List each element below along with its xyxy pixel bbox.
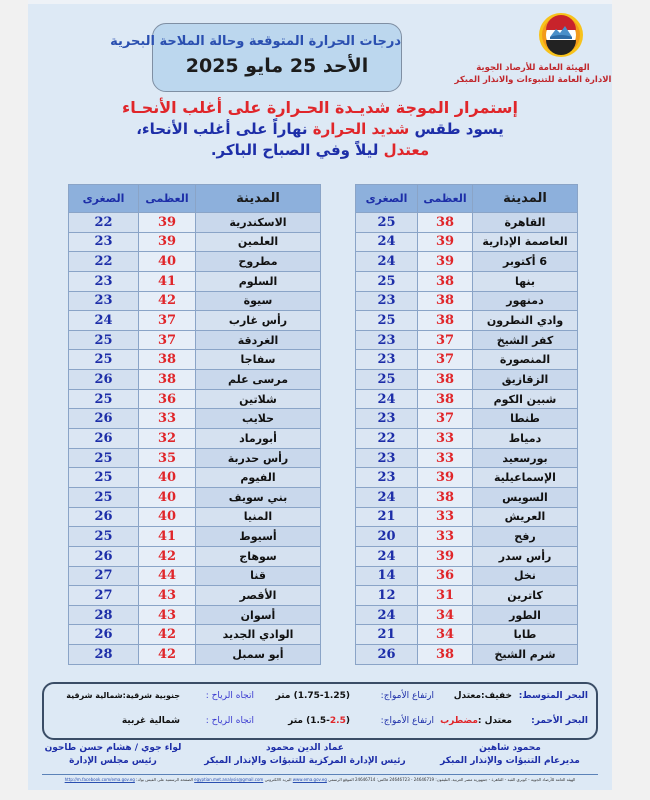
city-name: العاصمة الإدارية — [473, 232, 578, 252]
signatures — [28, 742, 612, 772]
signature-title: مديرعام التنبؤات والإنذار المبكر — [440, 756, 580, 766]
city-name: رأس غارب — [196, 311, 321, 331]
min-temp: 26 — [69, 507, 139, 527]
min-temp: 21 — [356, 507, 418, 527]
min-temp: 26 — [69, 625, 139, 645]
table-row — [69, 487, 321, 507]
sea-state-box — [42, 682, 598, 740]
wave-unit: ) متر — [288, 716, 311, 726]
table-row — [69, 252, 321, 272]
city-name: الأقصر — [196, 586, 321, 606]
max-temp: 38 — [139, 350, 196, 370]
max-temp: 31 — [418, 586, 473, 606]
city-name: الفيوم — [196, 468, 321, 488]
city-name: السلوم — [196, 271, 321, 291]
max-temp: 42 — [139, 546, 196, 566]
max-temp: 37 — [139, 311, 196, 331]
table-row — [69, 389, 321, 409]
sea-label: البحر المتوسط: — [518, 691, 588, 701]
signature-title: رئيس مجلس الإدارة — [69, 756, 157, 766]
max-temp: 35 — [139, 448, 196, 468]
city-name: مطروح — [196, 252, 321, 272]
city-name: العريش — [473, 507, 578, 527]
org-line-2: الادارة العامة للتنبوءات والانذار المبكر — [454, 75, 612, 85]
min-temp: 25 — [69, 330, 139, 350]
max-temp: 42 — [139, 625, 196, 645]
org-line-1: الهيئة العامة للأرصاد الجوية — [476, 63, 590, 73]
ema-logo-icon — [538, 12, 584, 58]
email-link[interactable]: egyptian.met.analysis@gmail.com — [194, 777, 264, 782]
table-row — [356, 370, 578, 390]
city-name: قنا — [196, 566, 321, 586]
table-row — [69, 350, 321, 370]
column-header-city: المدينة — [473, 185, 578, 213]
min-temp: 25 — [69, 527, 139, 547]
temperature-table-left — [68, 184, 321, 665]
signature-name: عماد الدين محمود — [266, 743, 344, 753]
max-temp: 38 — [418, 370, 473, 390]
min-temp: 27 — [69, 566, 139, 586]
max-temp: 40 — [139, 487, 196, 507]
min-temp: 26 — [69, 546, 139, 566]
signature-chairman — [38, 742, 188, 768]
city-name: مرسى علم — [196, 370, 321, 390]
city-name: أبورماد — [196, 429, 321, 449]
table-row — [356, 252, 578, 272]
sea-label: البحر الأحمر: — [531, 716, 588, 726]
table-row — [356, 487, 578, 507]
min-temp: 25 — [356, 213, 418, 233]
min-temp: 26 — [69, 409, 139, 429]
min-temp: 22 — [356, 429, 418, 449]
table-row — [69, 507, 321, 527]
table-row — [69, 625, 321, 645]
min-temp: 24 — [356, 605, 418, 625]
table-body — [356, 213, 578, 665]
wave-label: ارتفاع الأمواج: — [380, 716, 434, 726]
city-name: 6 أكتوبر — [473, 252, 578, 272]
table-row — [356, 429, 578, 449]
min-temp: 23 — [356, 291, 418, 311]
city-name: كفر الشيخ — [473, 330, 578, 350]
table-row — [356, 330, 578, 350]
max-temp: 39 — [418, 252, 473, 272]
signature-title: رئيس الإدارة المركزية للتنبؤات والإنذار المبكر — [204, 756, 406, 766]
signature-name: محمود شاهين — [479, 743, 541, 753]
max-temp: 39 — [418, 546, 473, 566]
max-temp: 32 — [139, 429, 196, 449]
email-label: البريد الالكتروني — [264, 777, 292, 782]
city-name: العلمين — [196, 232, 321, 252]
top-strip — [28, 0, 612, 4]
city-name: رأس سدر — [473, 546, 578, 566]
min-temp: 28 — [69, 645, 139, 665]
table-row — [356, 448, 578, 468]
max-temp: 42 — [139, 645, 196, 665]
footer-contact — [34, 777, 606, 783]
signature-name: لواء جوي / هشام حسن طاحون — [44, 743, 182, 753]
city-name: الإسماعيلية — [473, 468, 578, 488]
max-temp: 40 — [139, 468, 196, 488]
bulletin-title: درجات الحرارة المتوقعة وحالة الملاحة البحرية — [110, 34, 401, 49]
min-temp: 20 — [356, 527, 418, 547]
city-name: الزقازيق — [473, 370, 578, 390]
max-temp: 37 — [418, 409, 473, 429]
wind-label: اتجاه الرياح : — [205, 691, 254, 701]
city-name: الطور — [473, 605, 578, 625]
signature-central-admin — [194, 742, 416, 768]
table-row — [69, 448, 321, 468]
min-temp: 26 — [69, 429, 139, 449]
city-name: رفح — [473, 527, 578, 547]
max-temp: 39 — [418, 232, 473, 252]
table-row — [69, 409, 321, 429]
headline-highlight: شديد الحرارة — [312, 120, 410, 138]
sea-state-normal: معتدل : — [477, 716, 512, 726]
city-name: طابا — [473, 625, 578, 645]
headline-highlight: معتدل — [383, 141, 430, 159]
city-name: طنطا — [473, 409, 578, 429]
min-temp: 24 — [356, 252, 418, 272]
city-name: سيوة — [196, 291, 321, 311]
max-temp: 38 — [418, 389, 473, 409]
min-temp: 23 — [69, 271, 139, 291]
wave-height — [256, 716, 350, 726]
city-name: بورسعيد — [473, 448, 578, 468]
min-temp: 27 — [69, 586, 139, 606]
headline-text: يسود طقس — [409, 120, 504, 138]
headline-line-2 — [28, 119, 612, 140]
city-name: دمنهور — [473, 291, 578, 311]
table-row — [356, 350, 578, 370]
table-row — [356, 527, 578, 547]
table-row — [69, 213, 321, 233]
min-temp: 23 — [356, 468, 418, 488]
footer-address: الهيئة العامة للأرصاد الجوية - كوبري القبة - القاهرة - جمهورية مصر العربية. التليفون: 24646719 - 24646723 فاكس: 24646714 الموقع الرسمي — [328, 777, 576, 782]
table-row — [356, 546, 578, 566]
max-temp: 38 — [418, 311, 473, 331]
headline-text: ليلاً وفي الصباح الباكر. — [210, 141, 384, 159]
max-temp: 41 — [139, 527, 196, 547]
city-name: سوهاج — [196, 546, 321, 566]
wave-min: (1.5- — [310, 716, 350, 726]
column-header-min: الصغرى — [356, 185, 418, 213]
sea-row-red-sea — [44, 716, 596, 736]
city-name: شلاتين — [196, 389, 321, 409]
max-temp: 37 — [418, 330, 473, 350]
table-row — [69, 645, 321, 665]
max-temp: 39 — [139, 232, 196, 252]
min-temp: 23 — [356, 448, 418, 468]
wave-height: (1.75-1.25) متر — [275, 691, 350, 701]
facebook-link[interactable]: http://m.facebook.com/ema.gov.eg — [64, 777, 135, 782]
city-name: بني سويف — [196, 487, 321, 507]
wind-label: اتجاه الرياح : — [205, 716, 254, 726]
city-name: بنها — [473, 271, 578, 291]
wave-label: ارتفاع الأمواج: — [380, 691, 434, 701]
min-temp: 25 — [69, 448, 139, 468]
min-temp: 25 — [69, 350, 139, 370]
table-body — [69, 213, 321, 665]
sea-row-mediterranean — [44, 691, 596, 711]
table-row — [356, 409, 578, 429]
max-temp: 37 — [139, 330, 196, 350]
table-header-row — [356, 185, 578, 213]
bulletin-page — [28, 0, 612, 790]
max-temp: 33 — [418, 527, 473, 547]
max-temp: 33 — [418, 429, 473, 449]
min-temp: 25 — [69, 487, 139, 507]
table-row — [356, 389, 578, 409]
table-row — [356, 232, 578, 252]
min-temp: 28 — [69, 605, 139, 625]
table-row — [69, 546, 321, 566]
min-temp: 25 — [356, 311, 418, 331]
max-temp: 37 — [418, 350, 473, 370]
min-temp: 24 — [356, 232, 418, 252]
column-header-max: العظمى — [139, 185, 196, 213]
max-temp: 33 — [418, 448, 473, 468]
city-name: نخل — [473, 566, 578, 586]
city-name: سفاجا — [196, 350, 321, 370]
city-name: السويس — [473, 487, 578, 507]
table-row — [69, 370, 321, 390]
column-header-min: الصغرى — [69, 185, 139, 213]
max-temp: 33 — [418, 507, 473, 527]
min-temp: 24 — [356, 487, 418, 507]
min-temp: 23 — [69, 232, 139, 252]
table-row — [356, 213, 578, 233]
city-name: القاهرة — [473, 213, 578, 233]
headline-line-1: إستمرار الموجة شديـدة الحـرارة على أغلب الأنحـاء — [122, 98, 518, 117]
facebook-label: الصفحة الرسمية على الفيس بوك: — [136, 777, 193, 782]
city-name: أبو سمبل — [196, 645, 321, 665]
max-temp: 38 — [418, 487, 473, 507]
max-temp: 39 — [418, 468, 473, 488]
city-name: المنصورة — [473, 350, 578, 370]
table-row — [356, 507, 578, 527]
min-temp: 23 — [356, 409, 418, 429]
column-header-max: العظمى — [418, 185, 473, 213]
min-temp: 25 — [356, 271, 418, 291]
city-name: رأس حدربة — [196, 448, 321, 468]
sea-state: خفيف:معتدل — [453, 691, 512, 701]
max-temp: 40 — [139, 252, 196, 272]
min-temp: 26 — [69, 370, 139, 390]
wind-direction: شمالية غربية — [121, 716, 180, 726]
website-link[interactable]: www.ema.gov.eg — [292, 777, 327, 782]
city-name: المنيا — [196, 507, 321, 527]
max-temp: 38 — [418, 645, 473, 665]
city-name: الاسكندرية — [196, 213, 321, 233]
min-temp: 22 — [69, 213, 139, 233]
table-row — [356, 271, 578, 291]
table-header-row — [69, 185, 321, 213]
max-temp: 38 — [418, 213, 473, 233]
table-row — [356, 291, 578, 311]
sea-state-warning: مضطرب — [440, 716, 478, 726]
min-temp: 25 — [69, 468, 139, 488]
wind-direction: جنوبية شرقية:شمالية شرقية — [66, 691, 180, 700]
min-temp: 12 — [356, 586, 418, 606]
max-temp: 33 — [139, 409, 196, 429]
table-row — [69, 291, 321, 311]
table-row — [356, 625, 578, 645]
wave-max: 2.5 — [329, 716, 346, 726]
min-temp: 22 — [69, 252, 139, 272]
city-name: دمياط — [473, 429, 578, 449]
table-row — [69, 468, 321, 488]
max-temp: 43 — [139, 586, 196, 606]
city-name: أسوان — [196, 605, 321, 625]
city-name: الوادي الجديد — [196, 625, 321, 645]
table-row — [69, 429, 321, 449]
max-temp: 40 — [139, 507, 196, 527]
organization-name — [454, 62, 612, 86]
min-temp: 21 — [356, 625, 418, 645]
max-temp: 34 — [418, 605, 473, 625]
column-header-city: المدينة — [196, 185, 321, 213]
table-row — [69, 586, 321, 606]
table-row — [356, 566, 578, 586]
min-temp: 25 — [69, 389, 139, 409]
max-temp: 39 — [139, 213, 196, 233]
headline-line-3 — [28, 140, 612, 160]
city-name: شرم الشيخ — [473, 645, 578, 665]
table-row — [69, 232, 321, 252]
table-row — [69, 330, 321, 350]
max-temp: 34 — [418, 625, 473, 645]
table-row — [356, 311, 578, 331]
min-temp: 26 — [356, 645, 418, 665]
city-name: أسيوط — [196, 527, 321, 547]
table-row — [69, 311, 321, 331]
min-temp: 24 — [69, 311, 139, 331]
max-temp: 38 — [418, 291, 473, 311]
city-name: كاترين — [473, 586, 578, 606]
title-box — [110, 23, 402, 92]
max-temp: 36 — [418, 566, 473, 586]
max-temp: 41 — [139, 271, 196, 291]
headline-text: نهاراً على أغلب الأنحاء، — [136, 120, 313, 138]
table-row — [69, 566, 321, 586]
min-temp: 23 — [356, 330, 418, 350]
table-row — [356, 645, 578, 665]
table-row — [356, 468, 578, 488]
footer-divider — [42, 774, 598, 775]
bulletin-date: الأحد 25 مايو 2025 — [185, 55, 369, 77]
min-temp: 14 — [356, 566, 418, 586]
table-row — [69, 271, 321, 291]
table-row — [69, 605, 321, 625]
min-temp: 24 — [356, 389, 418, 409]
min-temp: 23 — [69, 291, 139, 311]
city-name: الغردقة — [196, 330, 321, 350]
sea-state — [436, 716, 512, 726]
min-temp: 24 — [356, 546, 418, 566]
city-name: شبين الكوم — [473, 389, 578, 409]
min-temp: 23 — [356, 350, 418, 370]
max-temp: 44 — [139, 566, 196, 586]
signature-forecast-director — [422, 742, 598, 768]
headline — [28, 97, 612, 160]
max-temp: 36 — [139, 389, 196, 409]
min-temp: 25 — [356, 370, 418, 390]
table-row — [69, 527, 321, 547]
max-temp: 43 — [139, 605, 196, 625]
temperature-table-right — [355, 184, 578, 665]
city-name: حلايب — [196, 409, 321, 429]
table-row — [356, 605, 578, 625]
max-temp: 38 — [139, 370, 196, 390]
city-name: وادي النطرون — [473, 311, 578, 331]
max-temp: 42 — [139, 291, 196, 311]
max-temp: 38 — [418, 271, 473, 291]
table-row — [356, 586, 578, 606]
